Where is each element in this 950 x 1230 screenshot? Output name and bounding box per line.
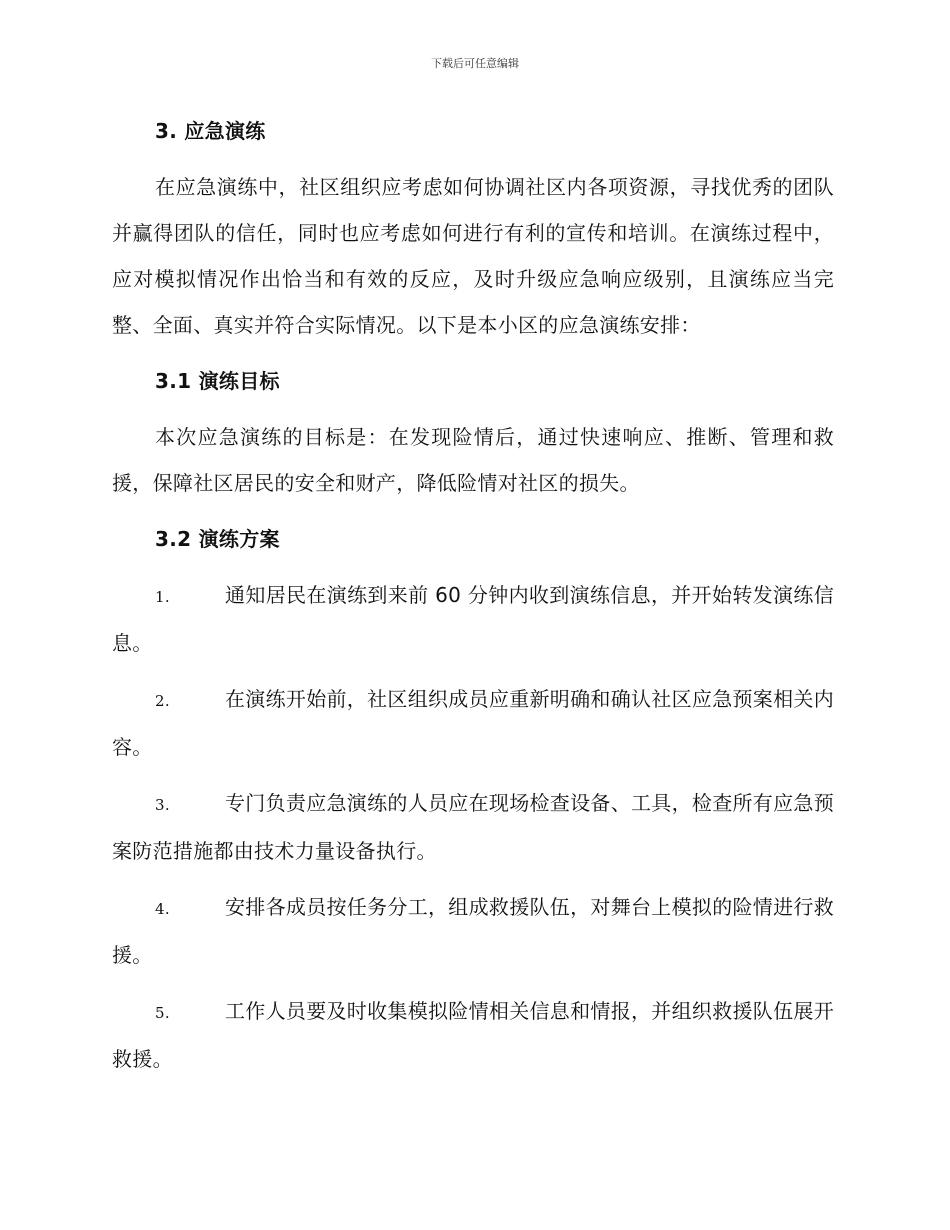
list-item — [112, 884, 834, 978]
goal-title: 3.1 演练目标 — [155, 369, 280, 393]
plan-list — [112, 572, 834, 1082]
goal-text: 本次应急演练的目标是：在发现险情后，通过快速响应、推断、管理和救援，保障社区居民的安全和财产，降低险情对社区的损失。 — [112, 425, 834, 495]
section-intro: 在应急演练中，社区组织应考虑如何协调社区内各项资源，寻找优秀的团队并赢得团队的信任，同时也应考虑如何进行有利的宣传和培训。在演练过程中，应对模拟情况作出恰当和有效的反应，及时升级应急响应级别，且演练应当完整、全面、真实并符合实际情况。以下是本小区的应急演练安排： — [112, 175, 834, 337]
list-item — [112, 988, 834, 1082]
list-item-text: 通知居民在演练到来前 60 分钟内收到演练信息，并开始转发演练信息。 — [112, 583, 834, 655]
plan-title: 3.2 演练方案 — [155, 527, 280, 551]
list-item — [112, 780, 834, 874]
list-item-number: 3. — [155, 796, 170, 814]
list-item-text: 专门负责应急演练的人员应在现场检查设备、工具，检查所有应急预案防范措施都由技术力量设备执行。 — [112, 791, 834, 863]
list-item — [112, 676, 834, 770]
document-body — [112, 108, 834, 1092]
list-item-number: 5. — [155, 1004, 170, 1022]
list-item-number: 1. — [155, 588, 170, 606]
list-item-text: 工作人员要及时收集模拟险情相关信息和情报，并组织救援队伍展开救援。 — [112, 999, 834, 1071]
page-header-note: 下载后可任意编辑 — [431, 57, 519, 70]
list-item — [112, 572, 834, 666]
section-title: 3. 应急演练 — [155, 119, 266, 143]
list-item-number: 2. — [155, 692, 170, 710]
list-item-number: 4. — [155, 900, 170, 918]
list-item-text: 在演练开始前，社区组织成员应重新明确和确认社区应急预案相关内容。 — [112, 687, 834, 759]
list-item-text: 安排各成员按任务分工，组成救援队伍，对舞台上模拟的险情进行救援。 — [112, 895, 834, 967]
